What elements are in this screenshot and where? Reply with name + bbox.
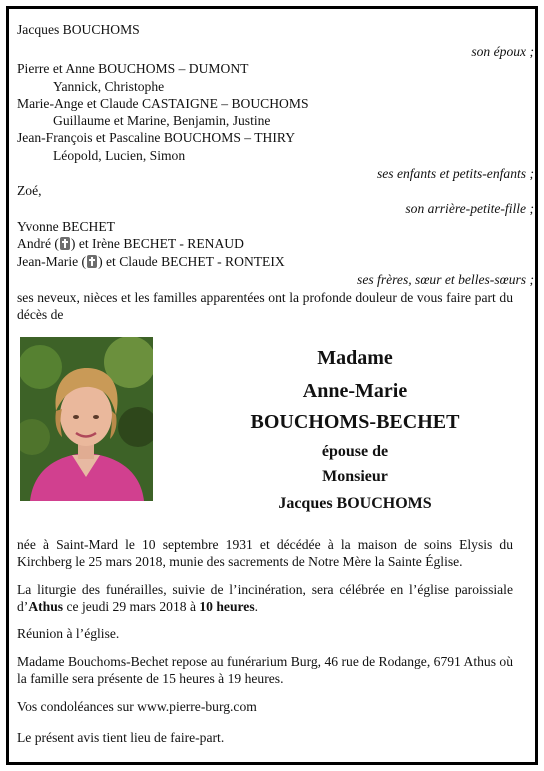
liturgy-text-b: ce jeudi 29 mars 2018 à — [63, 599, 200, 614]
liturgy-time: 10 heures — [199, 599, 255, 614]
sibling-line-3-b: ) et Claude BECHET - RONTEIX — [98, 254, 285, 269]
funerarium-details: Madame Bouchoms-Bechet repose au funérarium Burg, 46 rue de Rodange, 6791 Athus où la famille sera présente de 15 heures à 19 heures. — [17, 654, 513, 686]
sibling-line-3 — [17, 254, 285, 270]
child-line-1: Pierre et Anne BOUCHOMS – DUMONT — [17, 61, 249, 76]
liturgy-text-c: . — [254, 599, 259, 614]
sibling-line-3-a: Jean-Marie ( — [17, 254, 87, 269]
child-line-3: Jean-François et Pascaline BOUCHOMS – THIRY — [17, 130, 296, 145]
sibling-line-2-b: ) et Irène BECHET - RENAUD — [70, 236, 244, 251]
deceased-first-name: Anne-Marie — [302, 380, 408, 402]
deceased-photo — [20, 337, 153, 501]
spouse-name: Jacques BOUCHOMS — [17, 22, 140, 37]
spouse-role: son époux ; — [471, 44, 534, 59]
grandchildren-line-2: Guillaume et Marine, Benjamin, Justine — [53, 113, 271, 128]
great-grandchild: Zoé, — [17, 183, 42, 198]
great-grandchild-role: son arrière-petite-fille ; — [405, 201, 534, 216]
sibling-line-2 — [17, 236, 244, 252]
child-line-2: Marie-Ange et Claude CASTAIGNE – BOUCHOMS — [17, 96, 309, 111]
sibling-line-1: Yvonne BECHET — [17, 219, 115, 234]
grandchildren-line-3: Léopold, Lucien, Simon — [53, 148, 186, 163]
liturgy-text-a: La liturgie des funérailles, suivie de l’incinération, sera célébrée en l’église paroissiale d’ — [17, 582, 513, 614]
liturgy-details — [17, 581, 513, 615]
announcement: ses neveux, nièces et les familles apparentées ont la profonde douleur de vous faire part du décès de — [17, 290, 513, 322]
condolences-text: Vos condoléances sur www.pierre-burg.com — [17, 699, 257, 714]
grandchildren-line-1: Yannick, Christophe — [53, 79, 165, 94]
reunion-text: Réunion à l’église. — [17, 626, 120, 641]
children-role: ses enfants et petits-enfants ; — [376, 166, 534, 181]
liturgy-place: Athus — [28, 599, 64, 614]
husband-name: Jacques BOUCHOMS — [278, 495, 432, 512]
cross-icon — [87, 255, 97, 268]
deceased-title: Madame — [317, 347, 393, 369]
relation-text: épouse de — [321, 443, 389, 460]
birth-death-details: née à Saint-Mard le 10 septembre 1931 et décédée à la maison de soins Elysis du Kirchberg le 25 mars 2018, munie des sacrements de Notre Mère la Sainte Église. — [17, 537, 513, 569]
siblings-role: ses frères, sœur et belles-sœurs ; — [357, 272, 534, 287]
husband-title: Monsieur — [322, 468, 388, 485]
portrait-illustration — [20, 337, 153, 501]
sibling-line-2-a: André ( — [17, 236, 59, 251]
cross-icon — [60, 237, 70, 250]
deceased-surname: BOUCHOMS-BECHET — [250, 411, 460, 433]
notice-text: Le présent avis tient lieu de faire-part. — [17, 730, 225, 745]
